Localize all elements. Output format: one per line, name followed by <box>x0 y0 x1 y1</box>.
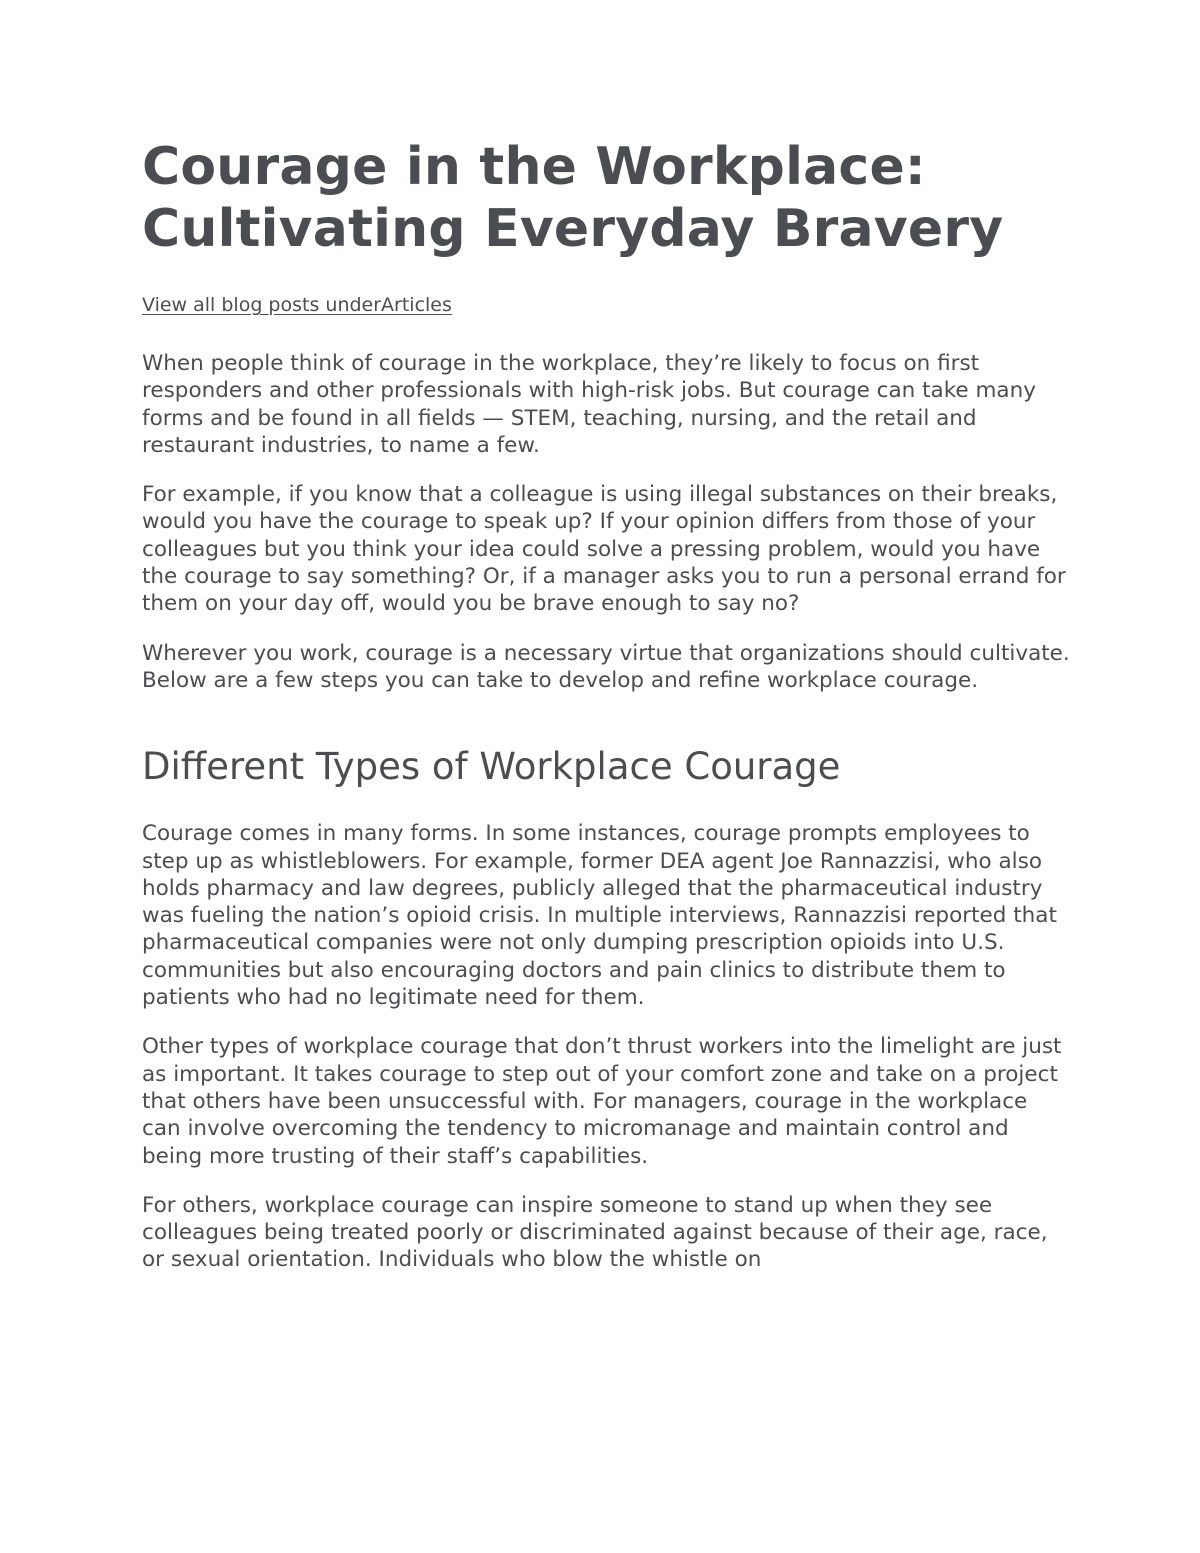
section-body <box>142 820 1072 1273</box>
title-line-2: Cultivating Everyday Bravery <box>142 199 1004 259</box>
intro-paragraph-2: For example, if you know that a colleague is using illegal substances on their breaks, would you have the courage to speak up? If your opinion differs from those of your colleagues but you think your idea could solve a pressing problem, would you have the courage to say something? Or, if a manager asks you to run a personal errand for them on your day off, would you be brave enough to say no? <box>142 482 1066 617</box>
document-title <box>142 136 1072 260</box>
intro-section <box>142 350 1072 694</box>
section-paragraph-2: Other types of workplace courage that don’t thrust workers into the limelight are just as important. It takes courage to step out of your comfort zone and take on a project that others have been unsuccessful with. For managers, courage in the workplace can involve overcoming the tendency to micromanage and maintain control and being more trusting of their staff’s capabilities. <box>142 1034 1062 1169</box>
section-paragraph-3: For others, workplace courage can inspire someone to stand up when they see colleagues being treated poorly or discriminated against because of their age, race, or sexual orientation. Individuals who blow the whistle on <box>142 1192 1048 1273</box>
intro-paragraph-1: When people think of courage in the workplace, they’re likely to focus on first responders and other professionals with high-risk jobs. But courage can take many forms and be found in all fields — STEM, teaching, nursing, and the retail and restaurant industries, to name a few. <box>142 351 1036 458</box>
intro-paragraph-3: Wherever you work, courage is a necessary virtue that organizations should cultivate. Below are a few steps you can take to develop and refine workplace courage. <box>142 640 1070 693</box>
title-line-1: Courage in the Workplace: <box>142 137 926 197</box>
category-link[interactable]: View all blog posts underArticles <box>142 294 452 316</box>
section-heading: Different Types of Workplace Courage <box>142 745 841 789</box>
document-page <box>142 136 1072 1274</box>
section-paragraph-1: Courage comes in many forms. In some instances, courage prompts employees to step up as whistleblowers. For example, former DEA agent Joe Rannazzisi, who also holds pharmacy and law degrees, publicly alleged that the pharmaceutical industry was fueling the nation’s opioid crisis. In multiple interviews, Rannazzisi reported that pharmaceutical companies were not only dumping prescription opioids into U.S. communities but also encouraging doctors and pain clinics to distribute them to patients who had no legitimate need for them. <box>142 821 1057 1011</box>
